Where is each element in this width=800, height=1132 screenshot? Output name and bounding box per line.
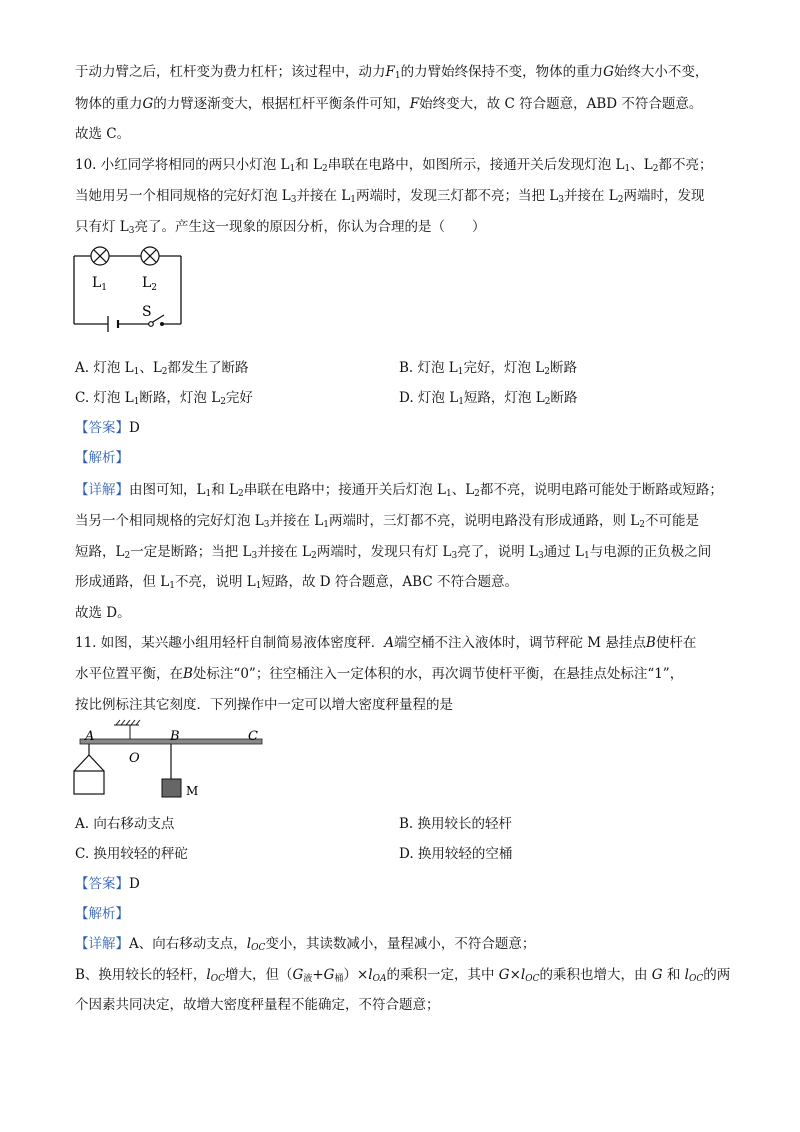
q11-lever-diagram <box>70 715 270 805</box>
battery-icon <box>108 316 118 332</box>
q11-stem-3: 按比例标注其它刻度．下列操作中一定可以增大密度秤量程的是 <box>75 697 453 713</box>
q10-detail-2: 当另一个相同规格的完好灯泡 $L_3$并接在 $L_1$两端时，三灯都不亮，说明电路没有形成通路，则 $L_2$不可能是 <box>75 513 699 530</box>
label-l2: $L_2$ <box>142 275 158 293</box>
label-c: C <box>248 729 258 744</box>
weight-m-icon <box>162 744 181 797</box>
label-a: A <box>85 729 95 744</box>
q10-option-a: A. 灯泡 $L_1$、$L_2$都发生了断路 <box>75 360 249 377</box>
label-o: O <box>129 751 140 766</box>
q10-detail-1: 【详解】由图可知，$L_1$和 $L_2$串联在电路中；接通开关后灯泡 $L_1$、$L_2$都不亮，说明电路可能处于断路或短路； <box>75 482 723 499</box>
q11-option-c: C. 换用较轻的秤砣 <box>75 846 188 862</box>
q11-detail-3: 个因素共同决定，故增大密度秤量程不能确定，不符合题意； <box>75 997 440 1013</box>
q11-option-a: A. 向右移动支点 <box>75 816 175 832</box>
q10-answer: 【答案】D <box>75 420 140 436</box>
q11-analysis-tag: 【解析】 <box>75 906 129 922</box>
q11-detail-1: 【详解】A、向右移动支点，$l_{OC}$变小，其读数减小，量程减小，不符合题意； <box>75 936 536 953</box>
q11-stem-1: 11. 如图，某兴趣小组用轻杆自制简易液体密度秤．A端空桶不注入液体时，调节秤砣 M 悬挂点B使杆在 <box>75 635 697 651</box>
q10-detail-3: 短路，$L_2$一定是断路；当把 $L_3$并接在 $L_2$两端时，发现只有灯 $L_3$亮了，说明 $L_3$通过 $L_1$与电源的正负极之间 <box>75 544 712 561</box>
lamp-l2-icon <box>141 247 159 265</box>
q10-circuit-diagram <box>70 240 190 332</box>
q10-option-d: D. 灯泡 $L_1$短路，灯泡 $L_2$断路 <box>399 390 578 407</box>
q10-analysis-tag: 【解析】 <box>75 450 129 466</box>
q10-detail-4: 形成通路，但 $L_1$不亮，说明 $L_1$短路，故 D 符合题意，ABC 不符合题意。 <box>75 574 518 591</box>
bucket-icon <box>74 744 104 794</box>
q11-stem-2: 水平位置平衡，在B处标注“0”；往空桶注入一定体积的水，再次调节使杆平衡，在悬挂点处标注“1”， <box>75 666 684 682</box>
q10-stem-1: 10. 小红同学将相同的两只小灯泡 $L_1$和 $L_2$串联在电路中，如图所示，接通开关后发现灯泡 $L_1$、$L_2$都不亮； <box>75 157 713 174</box>
label-b: B <box>170 729 180 744</box>
label-l1: $L_1$ <box>92 275 108 293</box>
q11-answer: 【答案】D <box>75 876 140 892</box>
q10-stem-3: 只有灯 $L_3$亮了。产生这一现象的原因分析，你认为合理的是（ ） <box>75 219 486 236</box>
q10-stem-2: 当她用另一个相同规格的完好灯泡 $L_3$并接在 $L_1$两端时，发现三灯都不亮；当把 $L_3$并接在 $L_2$两端时，发现 <box>75 188 705 205</box>
lamp-l1-icon <box>91 247 109 265</box>
q10-conclusion: 故选 D。 <box>75 605 131 621</box>
q11-option-d: D. 换用较轻的空桶 <box>399 846 513 862</box>
q10-option-b: B. 灯泡 $L_1$完好，灯泡 $L_2$断路 <box>399 360 577 377</box>
q10-option-c: C. 灯泡 $L_1$断路，灯泡 $L_2$完好 <box>75 390 253 407</box>
prev-conclusion: 故选 C。 <box>75 126 131 142</box>
q11-detail-2: B、换用较长的轻杆，$l_{OC}$增大，但$(G_液+G_桶)\times l_{OA}$的乘积一定，其中 $G\times l_{OC}$的乘积也增大，由 G 和 $l_{OC}$的两 <box>75 967 731 984</box>
q11-option-b: B. 换用较长的轻杆 <box>399 816 513 832</box>
prev-line-1: 于动力臂之后，杠杆变为费力杠杆；该过程中，动力$F_1$的力臂始终保持不变，物体的重力G始终大小不变， <box>75 64 709 81</box>
label-m: M <box>186 784 199 798</box>
label-s: S <box>142 304 152 320</box>
prev-line-2: 物体的重力G的力臂逐渐变大，根据杠杆平衡条件可知，F始终变大，故 C 符合题意，ABD 不符合题意。 <box>75 96 703 112</box>
